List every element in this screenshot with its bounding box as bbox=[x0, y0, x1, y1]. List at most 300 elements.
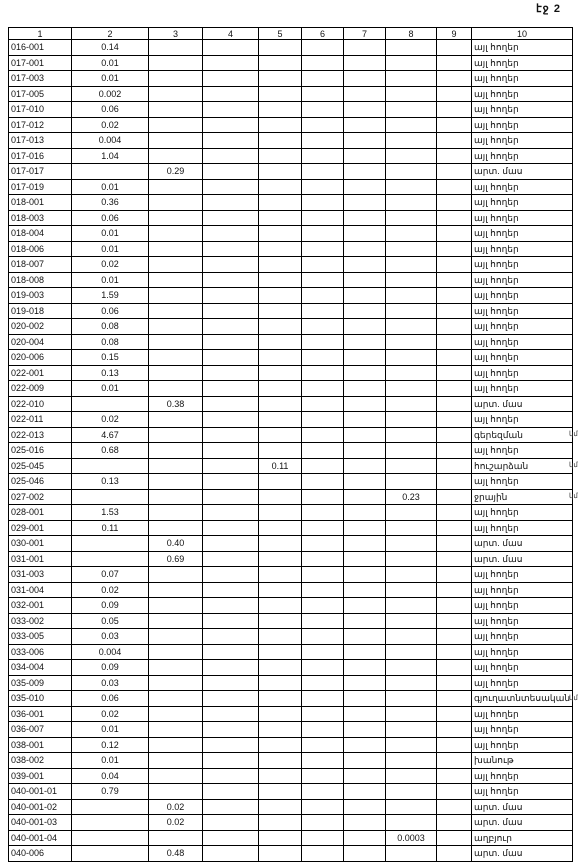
cell-col-9 bbox=[437, 458, 472, 474]
cell-col-8 bbox=[386, 474, 437, 490]
cell-col-5 bbox=[259, 830, 302, 846]
cell-col-8 bbox=[386, 629, 437, 645]
cell-col-3 bbox=[149, 350, 203, 366]
cell-col-5 bbox=[259, 815, 302, 831]
cell-col-5 bbox=[259, 675, 302, 691]
cell-col-9 bbox=[437, 179, 472, 195]
cell-col-8 bbox=[386, 381, 437, 397]
cell-col-4 bbox=[203, 768, 259, 784]
cell-col-5 bbox=[259, 288, 302, 304]
cell-col-9 bbox=[437, 350, 472, 366]
cell-col-1: 040-001-02 bbox=[9, 799, 72, 815]
cell-col-7 bbox=[344, 520, 386, 536]
cell-col-3 bbox=[149, 505, 203, 521]
cell-col-9 bbox=[437, 768, 472, 784]
cell-col-10: արտ. մաս bbox=[472, 164, 573, 180]
cell-col-7 bbox=[344, 210, 386, 226]
table-row bbox=[9, 86, 573, 102]
cell-col-9 bbox=[437, 505, 472, 521]
cell-col-10: արտ. մաս bbox=[472, 846, 573, 862]
cell-col-10: այլ հողեր bbox=[472, 55, 573, 71]
table-row bbox=[9, 350, 573, 366]
cell-col-2 bbox=[72, 164, 149, 180]
cell-col-9 bbox=[437, 288, 472, 304]
cell-col-1: 040-001-04 bbox=[9, 830, 72, 846]
cell-col-8 bbox=[386, 706, 437, 722]
cell-col-7 bbox=[344, 613, 386, 629]
cell-col-10: այլ հողեր bbox=[472, 71, 573, 87]
cell-col-6 bbox=[302, 396, 344, 412]
cell-col-3 bbox=[149, 365, 203, 381]
column-header-8: 8 bbox=[386, 28, 437, 40]
page-number: էջ 2 bbox=[536, 3, 561, 15]
cell-col-5 bbox=[259, 644, 302, 660]
cell-col-9 bbox=[437, 210, 472, 226]
cell-col-8 bbox=[386, 148, 437, 164]
cell-col-7 bbox=[344, 71, 386, 87]
cell-col-6 bbox=[302, 613, 344, 629]
cell-col-8 bbox=[386, 133, 437, 149]
column-header-4: 4 bbox=[203, 28, 259, 40]
cell-col-6 bbox=[302, 753, 344, 769]
cell-col-8 bbox=[386, 164, 437, 180]
cell-col-6 bbox=[302, 505, 344, 521]
cell-col-3 bbox=[149, 722, 203, 738]
cell-col-2: 0.13 bbox=[72, 474, 149, 490]
cell-col-6 bbox=[302, 675, 344, 691]
cell-col-9 bbox=[437, 660, 472, 676]
cell-col-6 bbox=[302, 71, 344, 87]
cell-col-10: այլ հողեր bbox=[472, 598, 573, 614]
cell-col-8 bbox=[386, 443, 437, 459]
cell-col-9 bbox=[437, 675, 472, 691]
cell-col-3 bbox=[149, 644, 203, 660]
cell-col-10: այլ հողեր bbox=[472, 365, 573, 381]
cell-col-4 bbox=[203, 567, 259, 583]
cell-col-2: 0.14 bbox=[72, 40, 149, 56]
cell-col-3 bbox=[149, 427, 203, 443]
table-row bbox=[9, 319, 573, 335]
cell-col-3 bbox=[149, 133, 203, 149]
cell-col-10: այլ հողեր bbox=[472, 706, 573, 722]
cell-col-5 bbox=[259, 133, 302, 149]
cell-col-7 bbox=[344, 722, 386, 738]
cell-col-2 bbox=[72, 551, 149, 567]
cell-col-6 bbox=[302, 427, 344, 443]
cell-col-1: 031-003 bbox=[9, 567, 72, 583]
table-row bbox=[9, 706, 573, 722]
cell-col-5 bbox=[259, 551, 302, 567]
table-row bbox=[9, 691, 573, 707]
cell-col-1: 040-001-03 bbox=[9, 815, 72, 831]
table-row bbox=[9, 396, 573, 412]
table-row bbox=[9, 582, 573, 598]
cell-col-8 bbox=[386, 768, 437, 784]
cell-col-2: 0.12 bbox=[72, 737, 149, 753]
cell-col-5 bbox=[259, 520, 302, 536]
cell-col-3 bbox=[149, 660, 203, 676]
cell-col-1: 030-001 bbox=[9, 536, 72, 552]
cell-col-1: 017-010 bbox=[9, 102, 72, 118]
cell-col-4 bbox=[203, 489, 259, 505]
cell-col-6 bbox=[302, 536, 344, 552]
cell-col-4 bbox=[203, 691, 259, 707]
cell-col-8 bbox=[386, 86, 437, 102]
cell-col-6 bbox=[302, 164, 344, 180]
cell-col-10: աղբյուր bbox=[472, 830, 573, 846]
cell-col-2: 0.01 bbox=[72, 722, 149, 738]
cell-col-5 bbox=[259, 334, 302, 350]
cell-col-8 bbox=[386, 551, 437, 567]
cell-col-7 bbox=[344, 784, 386, 800]
cell-col-9 bbox=[437, 40, 472, 56]
cell-col-5 bbox=[259, 443, 302, 459]
cell-col-9 bbox=[437, 582, 472, 598]
cell-col-1: 018-007 bbox=[9, 257, 72, 273]
cell-col-6 bbox=[302, 629, 344, 645]
cell-col-3 bbox=[149, 40, 203, 56]
cell-col-7 bbox=[344, 815, 386, 831]
cell-col-6 bbox=[302, 458, 344, 474]
cell-col-2: 0.09 bbox=[72, 598, 149, 614]
table-row bbox=[9, 753, 573, 769]
cell-col-9 bbox=[437, 427, 472, 443]
table-row bbox=[9, 520, 573, 536]
cell-col-2: 0.02 bbox=[72, 412, 149, 428]
cell-col-6 bbox=[302, 551, 344, 567]
cell-col-1: 039-001 bbox=[9, 768, 72, 784]
cell-col-2: 4.67 bbox=[72, 427, 149, 443]
table-row bbox=[9, 427, 573, 443]
cell-col-3 bbox=[149, 489, 203, 505]
cell-col-7 bbox=[344, 241, 386, 257]
cell-col-6 bbox=[302, 350, 344, 366]
cell-col-10: այլ հողեր bbox=[472, 737, 573, 753]
cell-col-7 bbox=[344, 381, 386, 397]
cell-col-4 bbox=[203, 179, 259, 195]
cell-col-4 bbox=[203, 598, 259, 614]
cell-col-9 bbox=[437, 489, 472, 505]
cell-col-10: այլ հողեր bbox=[472, 86, 573, 102]
table-row bbox=[9, 55, 573, 71]
table-row bbox=[9, 381, 573, 397]
cell-col-9 bbox=[437, 226, 472, 242]
cell-col-7 bbox=[344, 505, 386, 521]
cell-col-9 bbox=[437, 598, 472, 614]
cell-col-3: 0.02 bbox=[149, 799, 203, 815]
cell-col-10: այլ հողեր bbox=[472, 613, 573, 629]
cell-col-8 bbox=[386, 675, 437, 691]
cell-col-10: հուշարձան bbox=[472, 458, 573, 474]
cell-col-6 bbox=[302, 520, 344, 536]
cell-col-8 bbox=[386, 319, 437, 335]
cell-col-4 bbox=[203, 334, 259, 350]
cell-col-8 bbox=[386, 644, 437, 660]
cell-col-6 bbox=[302, 40, 344, 56]
margin-note: կմ bbox=[569, 493, 578, 500]
cell-col-5 bbox=[259, 722, 302, 738]
margin-note: կմ bbox=[569, 431, 578, 438]
cell-col-5 bbox=[259, 489, 302, 505]
cell-col-4 bbox=[203, 799, 259, 815]
cell-col-9 bbox=[437, 164, 472, 180]
table-row bbox=[9, 815, 573, 831]
cell-col-4 bbox=[203, 241, 259, 257]
cell-col-3 bbox=[149, 691, 203, 707]
cell-col-1: 034-004 bbox=[9, 660, 72, 676]
cell-col-7 bbox=[344, 412, 386, 428]
cell-col-10: այլ հողեր bbox=[472, 768, 573, 784]
cell-col-1: 036-007 bbox=[9, 722, 72, 738]
cell-col-2: 0.02 bbox=[72, 582, 149, 598]
cell-col-3 bbox=[149, 768, 203, 784]
cell-col-3 bbox=[149, 210, 203, 226]
cell-col-1: 031-004 bbox=[9, 582, 72, 598]
cell-col-5 bbox=[259, 474, 302, 490]
cell-col-2: 0.02 bbox=[72, 117, 149, 133]
cell-col-9 bbox=[437, 443, 472, 459]
cell-col-8 bbox=[386, 753, 437, 769]
cell-col-5: 0.11 bbox=[259, 458, 302, 474]
table-row bbox=[9, 303, 573, 319]
cell-col-2: 0.02 bbox=[72, 257, 149, 273]
cell-col-2: 0.06 bbox=[72, 303, 149, 319]
cell-col-3: 0.29 bbox=[149, 164, 203, 180]
table-row bbox=[9, 288, 573, 304]
cell-col-7 bbox=[344, 799, 386, 815]
cell-col-2: 0.01 bbox=[72, 226, 149, 242]
cell-col-7 bbox=[344, 319, 386, 335]
cell-col-10: խանութ bbox=[472, 753, 573, 769]
cell-col-8 bbox=[386, 40, 437, 56]
table-row bbox=[9, 567, 573, 583]
cell-col-6 bbox=[302, 195, 344, 211]
cell-col-9 bbox=[437, 55, 472, 71]
cell-col-1: 017-017 bbox=[9, 164, 72, 180]
cell-col-2: 0.09 bbox=[72, 660, 149, 676]
cell-col-9 bbox=[437, 117, 472, 133]
cell-col-7 bbox=[344, 598, 386, 614]
cell-col-6 bbox=[302, 86, 344, 102]
cell-col-1: 020-002 bbox=[9, 319, 72, 335]
cell-col-1: 022-011 bbox=[9, 412, 72, 428]
cell-col-9 bbox=[437, 474, 472, 490]
cell-col-4 bbox=[203, 675, 259, 691]
cell-col-6 bbox=[302, 582, 344, 598]
cell-col-6 bbox=[302, 815, 344, 831]
cell-col-3 bbox=[149, 520, 203, 536]
cell-col-2: 1.59 bbox=[72, 288, 149, 304]
cell-col-7 bbox=[344, 148, 386, 164]
cell-col-8 bbox=[386, 117, 437, 133]
cell-col-5 bbox=[259, 365, 302, 381]
cell-col-1: 040-006 bbox=[9, 846, 72, 862]
cell-col-3 bbox=[149, 412, 203, 428]
cell-col-6 bbox=[302, 567, 344, 583]
cell-col-3: 0.02 bbox=[149, 815, 203, 831]
table-row bbox=[9, 210, 573, 226]
cell-col-5 bbox=[259, 799, 302, 815]
cell-col-8 bbox=[386, 179, 437, 195]
cell-col-7 bbox=[344, 303, 386, 319]
cell-col-7 bbox=[344, 257, 386, 273]
cell-col-9 bbox=[437, 722, 472, 738]
cell-col-8 bbox=[386, 396, 437, 412]
column-header-1: 1 bbox=[9, 28, 72, 40]
cell-col-10: այլ հողեր bbox=[472, 226, 573, 242]
cell-col-10: այլ հողեր bbox=[472, 474, 573, 490]
cell-col-5 bbox=[259, 117, 302, 133]
cell-col-7 bbox=[344, 458, 386, 474]
cell-col-3 bbox=[149, 567, 203, 583]
table-header-row bbox=[9, 28, 573, 40]
cell-col-4 bbox=[203, 195, 259, 211]
column-header-7: 7 bbox=[344, 28, 386, 40]
cell-col-10: այլ հողեր bbox=[472, 288, 573, 304]
cell-col-4 bbox=[203, 226, 259, 242]
cell-col-1: 035-009 bbox=[9, 675, 72, 691]
land-parcel-table bbox=[8, 27, 573, 862]
cell-col-7 bbox=[344, 164, 386, 180]
cell-col-8 bbox=[386, 334, 437, 350]
cell-col-8 bbox=[386, 303, 437, 319]
cell-col-4 bbox=[203, 644, 259, 660]
cell-col-2 bbox=[72, 799, 149, 815]
cell-col-1: 017-016 bbox=[9, 148, 72, 164]
cell-col-7 bbox=[344, 226, 386, 242]
cell-col-6 bbox=[302, 660, 344, 676]
cell-col-8 bbox=[386, 350, 437, 366]
cell-col-10: այլ հողեր bbox=[472, 381, 573, 397]
cell-col-5 bbox=[259, 412, 302, 428]
cell-col-4 bbox=[203, 505, 259, 521]
cell-col-6 bbox=[302, 210, 344, 226]
cell-col-4 bbox=[203, 365, 259, 381]
cell-col-1: 032-001 bbox=[9, 598, 72, 614]
cell-col-7 bbox=[344, 830, 386, 846]
cell-col-9 bbox=[437, 365, 472, 381]
cell-col-10: այլ հողեր bbox=[472, 520, 573, 536]
cell-col-4 bbox=[203, 164, 259, 180]
cell-col-4 bbox=[203, 133, 259, 149]
cell-col-5 bbox=[259, 737, 302, 753]
cell-col-5 bbox=[259, 505, 302, 521]
cell-col-5 bbox=[259, 768, 302, 784]
cell-col-8: 0.0003 bbox=[386, 830, 437, 846]
cell-col-7 bbox=[344, 40, 386, 56]
cell-col-6 bbox=[302, 412, 344, 428]
cell-col-2: 0.15 bbox=[72, 350, 149, 366]
cell-col-9 bbox=[437, 737, 472, 753]
cell-col-3 bbox=[149, 474, 203, 490]
cell-col-4 bbox=[203, 427, 259, 443]
cell-col-10: ջրային bbox=[472, 489, 573, 505]
cell-col-10: այլ հողեր bbox=[472, 133, 573, 149]
cell-col-3 bbox=[149, 226, 203, 242]
cell-col-7 bbox=[344, 629, 386, 645]
cell-col-7 bbox=[344, 195, 386, 211]
cell-col-10: այլ հողեր bbox=[472, 195, 573, 211]
cell-col-3 bbox=[149, 706, 203, 722]
cell-col-1: 036-001 bbox=[9, 706, 72, 722]
cell-col-5 bbox=[259, 179, 302, 195]
cell-col-10: այլ հողեր bbox=[472, 303, 573, 319]
cell-col-3: 0.48 bbox=[149, 846, 203, 862]
cell-col-10: արտ. մաս bbox=[472, 551, 573, 567]
cell-col-3 bbox=[149, 613, 203, 629]
cell-col-2: 0.01 bbox=[72, 241, 149, 257]
cell-col-9 bbox=[437, 102, 472, 118]
cell-col-3 bbox=[149, 582, 203, 598]
cell-col-3 bbox=[149, 381, 203, 397]
cell-col-8 bbox=[386, 536, 437, 552]
cell-col-2 bbox=[72, 458, 149, 474]
cell-col-1: 018-001 bbox=[9, 195, 72, 211]
cell-col-6 bbox=[302, 303, 344, 319]
cell-col-2 bbox=[72, 830, 149, 846]
cell-col-7 bbox=[344, 768, 386, 784]
cell-col-8 bbox=[386, 102, 437, 118]
cell-col-6 bbox=[302, 830, 344, 846]
cell-col-10: այլ հողեր bbox=[472, 350, 573, 366]
table-row bbox=[9, 365, 573, 381]
cell-col-4 bbox=[203, 381, 259, 397]
cell-col-4 bbox=[203, 520, 259, 536]
cell-col-10: այլ հողեր bbox=[472, 117, 573, 133]
table-row bbox=[9, 164, 573, 180]
cell-col-2: 0.01 bbox=[72, 71, 149, 87]
cell-col-2 bbox=[72, 536, 149, 552]
cell-col-2: 0.004 bbox=[72, 133, 149, 149]
table-row bbox=[9, 148, 573, 164]
cell-col-10: այլ հողեր bbox=[472, 102, 573, 118]
cell-col-5 bbox=[259, 164, 302, 180]
cell-col-10: այլ հողեր bbox=[472, 675, 573, 691]
cell-col-10: արտ. մաս bbox=[472, 536, 573, 552]
cell-col-6 bbox=[302, 257, 344, 273]
table-row bbox=[9, 195, 573, 211]
cell-col-5 bbox=[259, 319, 302, 335]
cell-col-10: այլ հողեր bbox=[472, 257, 573, 273]
cell-col-1: 017-012 bbox=[9, 117, 72, 133]
table-row bbox=[9, 71, 573, 87]
cell-col-2: 0.79 bbox=[72, 784, 149, 800]
table-row bbox=[9, 474, 573, 490]
table-row bbox=[9, 257, 573, 273]
cell-col-1: 020-006 bbox=[9, 350, 72, 366]
cell-col-10: այլ հողեր bbox=[472, 272, 573, 288]
cell-col-6 bbox=[302, 784, 344, 800]
cell-col-1: 025-046 bbox=[9, 474, 72, 490]
table-row bbox=[9, 241, 573, 257]
cell-col-6 bbox=[302, 102, 344, 118]
table-row bbox=[9, 102, 573, 118]
cell-col-9 bbox=[437, 412, 472, 428]
cell-col-9 bbox=[437, 148, 472, 164]
margin-note: կմ bbox=[569, 462, 578, 469]
cell-col-1: 019-018 bbox=[9, 303, 72, 319]
cell-col-1: 019-003 bbox=[9, 288, 72, 304]
cell-col-5 bbox=[259, 148, 302, 164]
cell-col-1: 018-008 bbox=[9, 272, 72, 288]
cell-col-10: այլ հողեր bbox=[472, 722, 573, 738]
cell-col-3 bbox=[149, 257, 203, 273]
cell-col-1: 022-001 bbox=[9, 365, 72, 381]
cell-col-1: 027-002 bbox=[9, 489, 72, 505]
cell-col-10: այլ հողեր bbox=[472, 412, 573, 428]
cell-col-7 bbox=[344, 536, 386, 552]
cell-col-4 bbox=[203, 830, 259, 846]
